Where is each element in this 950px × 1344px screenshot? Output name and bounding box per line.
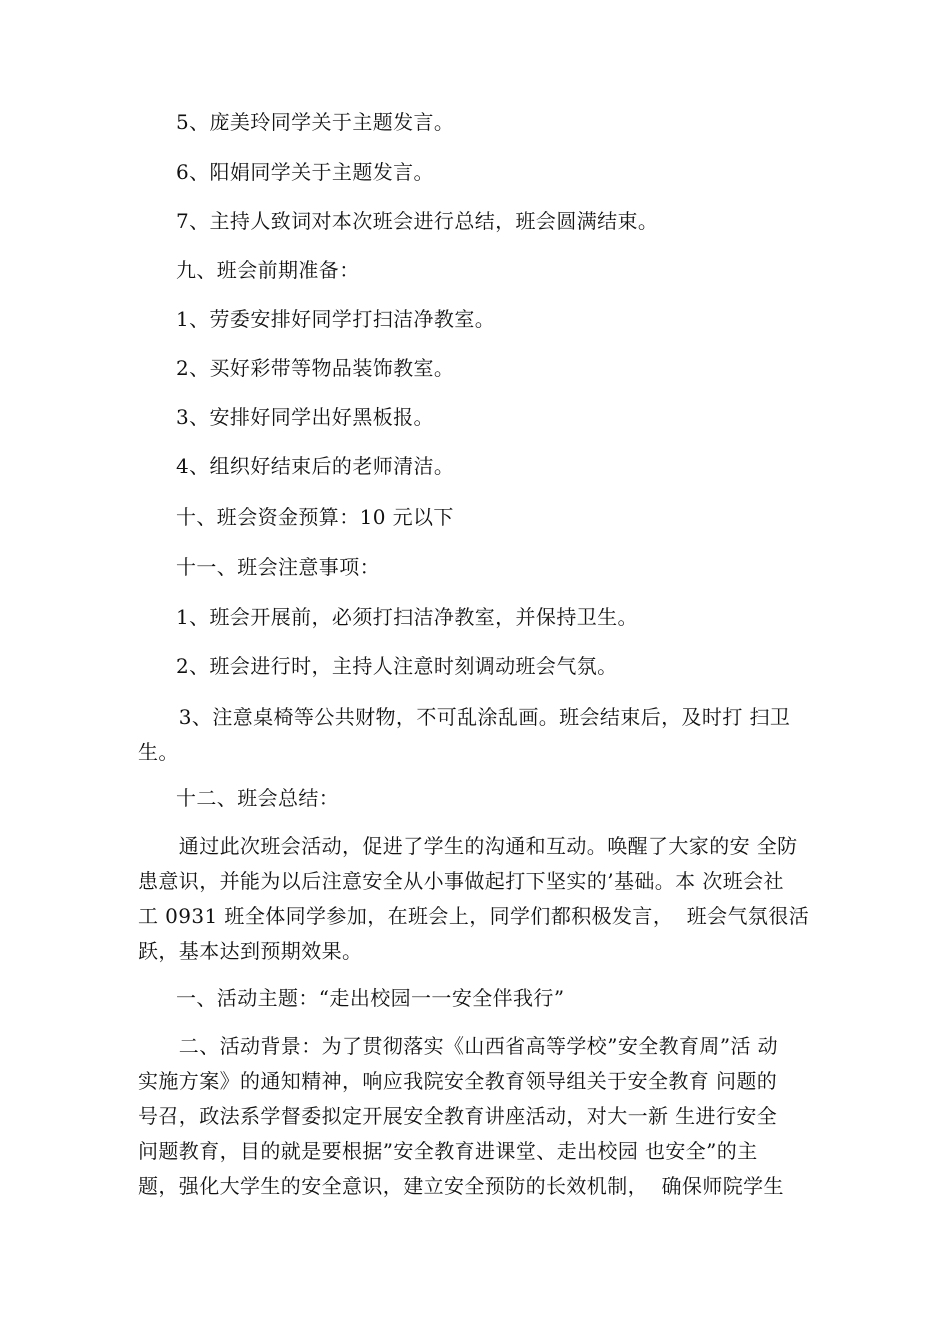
background-line-2: 实施方案》的通知精神，响应我院安全教育领导组关于安全教育 问题的 — [138, 1069, 778, 1093]
summary-line-4: 跃，基本达到预期效果。 — [138, 939, 363, 963]
item-7-closing: 7、主持人致词对本次班会进行总结，班会圆满结束。 — [176, 209, 659, 233]
note-item-3-line-1: 3、注意桌椅等公共财物，不可乱涂乱画。班会结束后，及时打 扫卫 — [138, 705, 791, 729]
note-item-3-paragraph — [138, 700, 828, 770]
background-line-1: 二、活动背景：为了贯彻落实《山西省高等学校”安全教育周”活 动 — [138, 1034, 779, 1058]
background-line-5: 题，强化大学生的安全意识，建立安全预防的长效机制， 确保师院学生 — [138, 1174, 784, 1198]
note-item-2: 2、班会进行时，主持人注意时刻调动班会气氛。 — [176, 654, 618, 678]
heading-notes: 十一、班会注意事项： — [176, 555, 380, 579]
background-line-4: 问题教育，目的就是要根据”安全教育进课堂、走出校园 也安全”的主 — [138, 1139, 758, 1163]
item-5-speech: 5、庞美玲同学关于主题发言。 — [176, 110, 455, 134]
prep-item-2: 2、买好彩带等物品装饰教室。 — [176, 356, 455, 380]
activity-theme: 一、活动主题：“走出校园一一安全伴我行” — [176, 986, 565, 1010]
prep-item-3: 3、安排好同学出好黑板报。 — [176, 405, 434, 429]
summary-paragraph — [138, 829, 828, 969]
note-item-3-line-2: 生。 — [138, 740, 179, 764]
background-paragraph — [138, 1029, 828, 1204]
heading-summary: 十二、班会总结： — [176, 786, 340, 810]
summary-line-3: 工 0931 班全体同学参加，在班会上，同学们都积极发言， 班会气氛很活 — [138, 904, 810, 928]
heading-preparation: 九、班会前期准备： — [176, 258, 360, 282]
item-6-speech: 6、阳娟同学关于主题发言。 — [176, 160, 434, 184]
note-item-1: 1、班会开展前，必须打扫洁净教室，并保持卫生。 — [176, 605, 638, 629]
prep-item-1: 1、劳委安排好同学打扫洁净教室。 — [176, 307, 496, 331]
background-line-3: 号召，政法系学督委拟定开展安全教育讲座活动，对大一新 生进行安全 — [138, 1104, 778, 1128]
heading-budget: 十、班会资金预算：10 元以下 — [176, 505, 454, 529]
prep-item-4: 4、组织好结束后的老师清洁。 — [176, 454, 455, 478]
summary-line-2: 患意识，并能为以后注意安全从小事做起打下坚实的’基础。本 次班会社 — [138, 869, 784, 893]
summary-line-1: 通过此次班会活动，促进了学生的沟通和互动。唤醒了大家的安 全防 — [138, 834, 798, 858]
